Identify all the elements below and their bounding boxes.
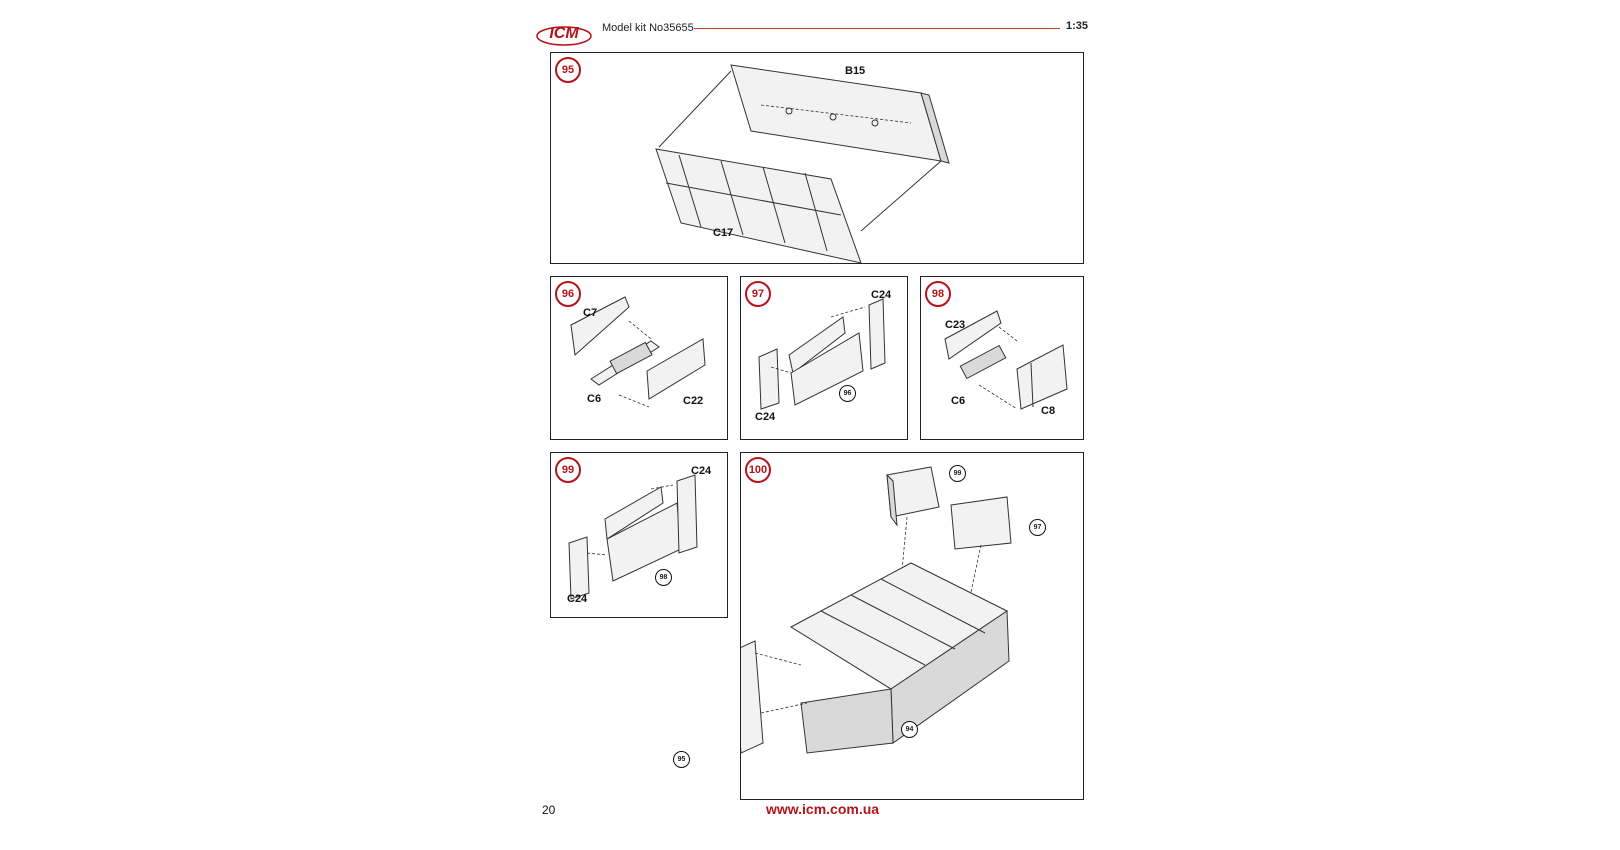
scale-label: 1:35 [1066, 20, 1089, 32]
part-label-c24-top: C24 [691, 465, 712, 477]
step-number-95: 95 [555, 57, 581, 83]
step-number-98: 98 [925, 281, 951, 307]
step-96-panel [550, 276, 728, 440]
part-label-c24-bottom: C24 [567, 593, 588, 605]
step-99-panel [550, 452, 728, 618]
website-url[interactable]: www.icm.com.ua [766, 801, 880, 817]
step-98-panel [920, 276, 1084, 440]
ref-step-97: 97 [1029, 519, 1046, 536]
part-label-c24-bottom: C24 [755, 411, 776, 423]
header-rule [694, 28, 1060, 29]
part-label-c23: C23 [945, 319, 966, 331]
step-number-96: 96 [555, 281, 581, 307]
part-label-c24-top: C24 [871, 289, 892, 301]
part-label-c17: C17 [713, 227, 734, 239]
step-number-99: 99 [555, 457, 581, 483]
ref-step-99: 99 [949, 465, 966, 482]
svg-text:ICM: ICM [549, 25, 579, 42]
step-95-panel [550, 52, 1084, 264]
step-number-97: 97 [745, 281, 771, 307]
ref-step-98: 98 [655, 569, 672, 586]
part-label-c6: C6 [951, 395, 966, 407]
ref-step-95: 95 [673, 751, 690, 768]
step-97-panel [740, 276, 908, 440]
ref-step-96: 96 [839, 385, 856, 402]
step-95-drawing [551, 53, 1085, 265]
page-number: 20 [542, 803, 556, 817]
part-label-c7: C7 [583, 307, 598, 319]
part-label-c8: C8 [1041, 405, 1056, 417]
step-number-100: 100 [745, 457, 771, 483]
part-label-c22: C22 [683, 395, 704, 407]
icm-logo [534, 18, 594, 52]
part-label-b15: B15 [845, 65, 866, 77]
part-label-c6: C6 [587, 393, 602, 405]
model-kit-number: Model kit No35655 [602, 22, 694, 34]
step-100-drawing [741, 453, 1085, 801]
ref-step-94: 94 [901, 721, 918, 738]
